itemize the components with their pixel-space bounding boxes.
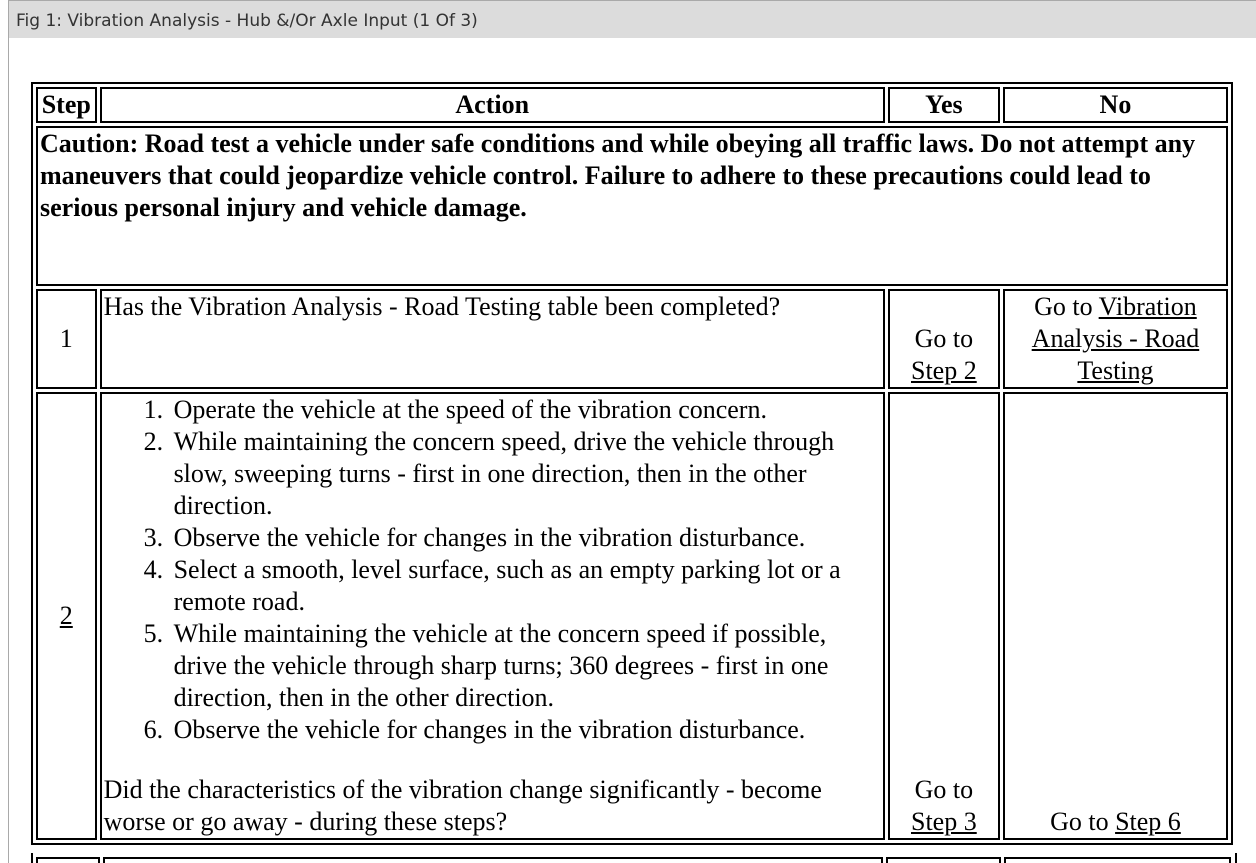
partial-cell [886, 857, 1001, 863]
no-prefix: Go to [1034, 292, 1093, 321]
yes-cell [888, 289, 1000, 389]
instruction-list [104, 394, 881, 746]
step-question: Did the characteristics of the vibration change significantly - become worse or go away - during these steps? [103, 775, 822, 836]
go-to-step-6-link[interactable]: Step 6 [1115, 807, 1181, 836]
yes-prefix: Go to [914, 324, 974, 353]
no-prefix: Go to [1050, 807, 1109, 836]
header-step: Step [36, 87, 97, 123]
partial-cell [103, 857, 883, 863]
go-to-step-3-link[interactable]: Step 3 [911, 807, 977, 836]
step-number-cell [36, 392, 97, 840]
partial-cell [1004, 857, 1231, 863]
step-question: Has the Vibration Analysis - Road Testing table been completed? [100, 289, 885, 389]
step-number: 1 [36, 289, 97, 389]
window-left-border [8, 38, 9, 863]
window-title: Fig 1: Vibration Analysis - Hub &/Or Axle Input (1 Of 3) [16, 11, 478, 31]
yes-cell [888, 392, 1000, 840]
vibration-analysis-road-testing-link[interactable]: Vibration Analysis - Road Testing [1031, 292, 1200, 385]
yes-prefix: Go to [914, 775, 974, 804]
no-cell [1003, 289, 1228, 389]
table-row [36, 392, 1228, 840]
instruction-item: 4. Select a smooth, level surface, such as an empty parking lot or a remote road. [170, 554, 881, 618]
header-no: No [1003, 87, 1228, 123]
header-yes: Yes [888, 87, 1000, 123]
caution-row [36, 126, 1228, 286]
partial-cell [36, 857, 100, 863]
go-to-step-2-link[interactable]: Step 2 [911, 356, 977, 385]
window-titlebar [8, 0, 1256, 38]
step-2-anchor-link[interactable]: 2 [59, 601, 73, 630]
caution-text: Caution: Road test a vehicle under safe conditions and while obeying all traffic laws. Do not attempt any maneuvers that could jeopardize vehicle control. Failure to adhere to these precautions could lead to serious personal injury and vehicle damage. [36, 126, 1228, 286]
table-row [36, 289, 1228, 389]
table-header-row [36, 87, 1228, 123]
instruction-item: 6. Observe the vehicle for changes in the vibration disturbance. [170, 714, 881, 746]
next-row-partial [31, 853, 1237, 863]
instruction-item: 5. While maintaining the vehicle at the concern speed if possible, drive the vehicle through sharp turns; 360 degrees - first in one direction, then in the other direction. [170, 618, 881, 714]
instruction-item: 1. Operate the vehicle at the speed of the vibration concern. [170, 394, 881, 426]
instruction-item: 3. Observe the vehicle for changes in the vibration disturbance. [170, 522, 881, 554]
document-content [31, 82, 1233, 845]
no-cell [1003, 392, 1228, 840]
diagnostic-table [31, 82, 1233, 845]
header-action: Action [100, 87, 885, 123]
step-action-cell [100, 392, 885, 840]
instruction-item: 2. While maintaining the concern speed, drive the vehicle through slow, sweeping turns - first in one direction, then in the other direction. [170, 426, 881, 522]
